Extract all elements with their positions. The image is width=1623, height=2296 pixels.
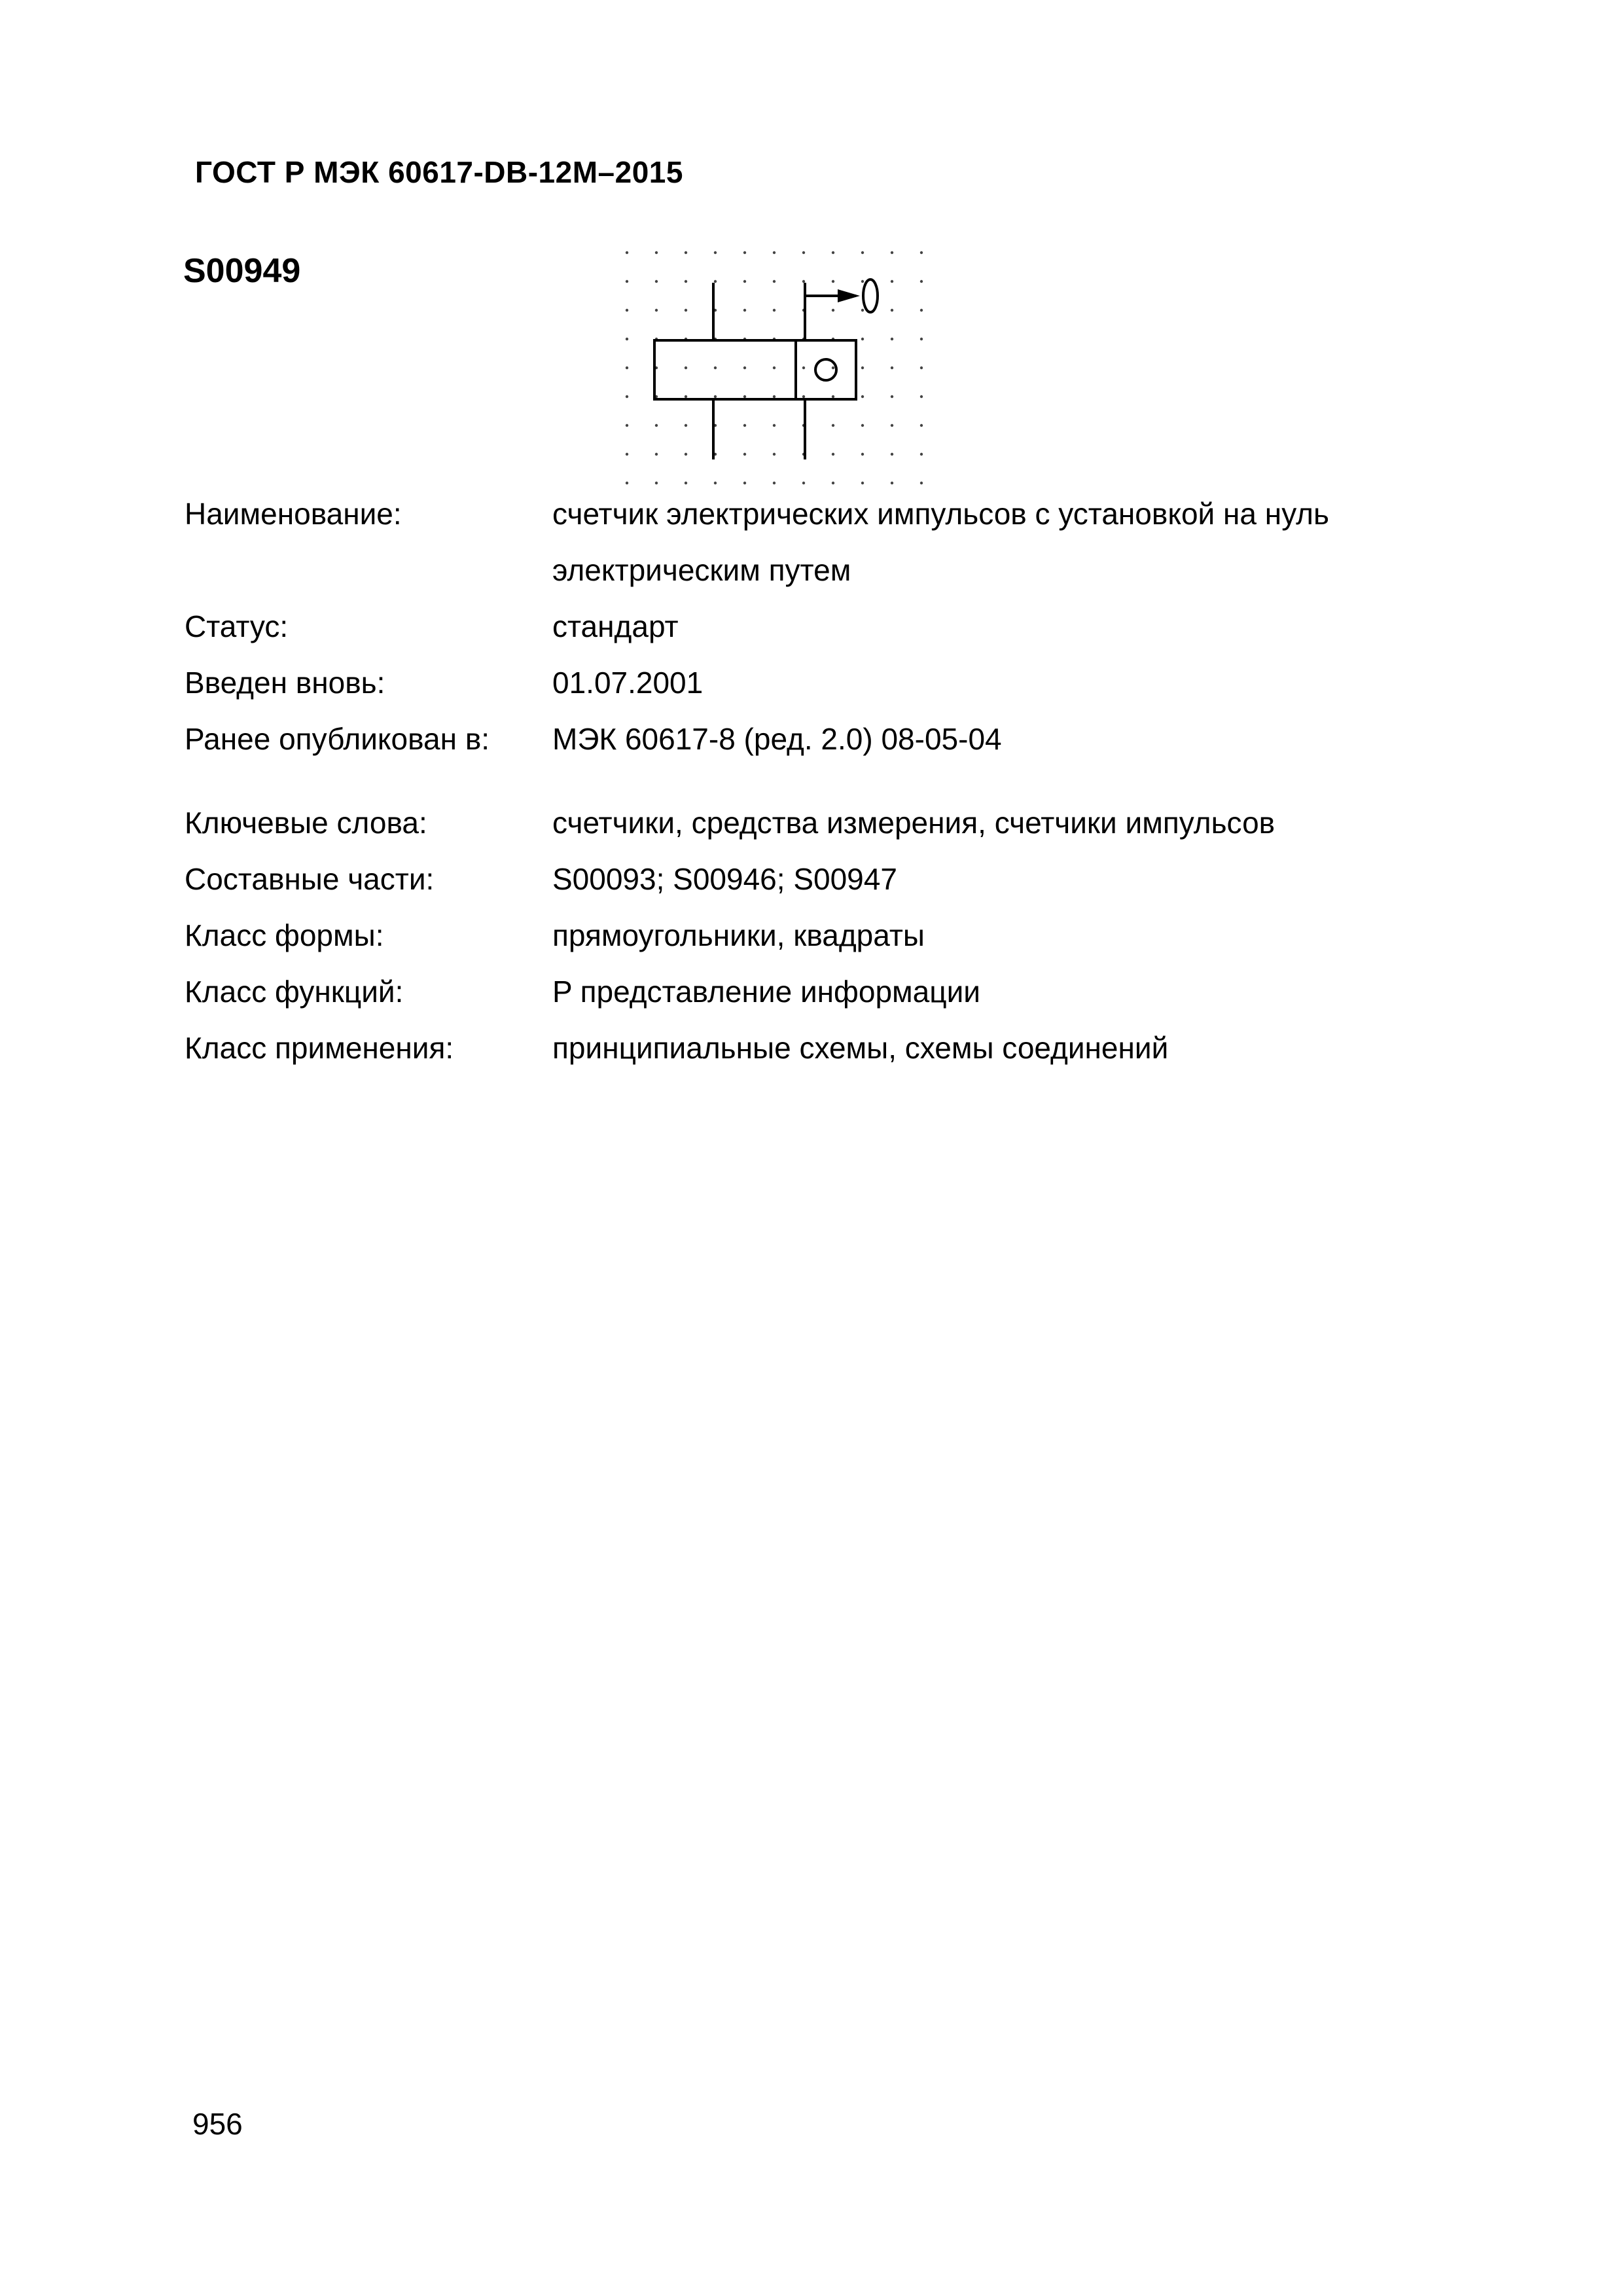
grid-dot: [714, 367, 717, 369]
grid-dot: [920, 251, 923, 254]
grid-dot: [655, 482, 658, 484]
attribute-value: 01.07.2001: [552, 666, 704, 700]
grid-dot: [743, 395, 746, 398]
grid-dot: [743, 309, 746, 312]
grid-dot: [920, 453, 923, 456]
grid-dot: [861, 338, 864, 340]
symbol-code: S00949: [183, 252, 301, 290]
attribute-row-published: [185, 723, 1480, 779]
grid-dot: [920, 424, 923, 427]
grid-dot: [891, 482, 893, 484]
arrow-head: [838, 289, 860, 302]
grid-dot: [743, 251, 746, 254]
grid-dot: [626, 424, 628, 427]
grid-dot: [685, 395, 687, 398]
attribute-label: Класс формы:: [185, 918, 384, 952]
grid-dot: [891, 338, 893, 340]
grid-dot: [861, 280, 864, 283]
grid-dot: [773, 280, 776, 283]
grid-dot: [743, 482, 746, 484]
grid-dot: [861, 453, 864, 456]
grid-dot: [832, 251, 834, 254]
grid-dot: [685, 251, 687, 254]
attribute-value: прямоугольники, квадраты: [552, 918, 925, 952]
attribute-label: Составные части:: [185, 862, 435, 896]
grid-dot: [920, 482, 923, 484]
grid-dot: [743, 280, 746, 283]
attribute-label: Ключевые слова:: [185, 806, 427, 840]
counter-body-rectangle: [654, 340, 796, 399]
grid-dot: [626, 338, 628, 340]
grid-dot: [861, 367, 864, 369]
grid-dot: [920, 367, 923, 369]
grid-dot: [773, 395, 776, 398]
grid-dot: [832, 280, 834, 283]
grid-dot: [655, 424, 658, 427]
pulse-counter-symbol-figure: [622, 243, 936, 499]
grid-dot: [626, 367, 628, 369]
grid-dot: [773, 251, 776, 254]
grid-dot: [832, 309, 834, 312]
attribute-value: принципиальные схемы, схемы соединений: [552, 1031, 1169, 1065]
attribute-label: Класс функций:: [185, 975, 404, 1009]
grid-dot: [861, 424, 864, 427]
grid-dot: [802, 251, 805, 254]
grid-dot: [920, 280, 923, 283]
grid-dot: [655, 309, 658, 312]
grid-dot: [714, 395, 717, 398]
grid-dot: [626, 251, 628, 254]
reset-square: [796, 340, 856, 399]
grid-dot: [891, 309, 893, 312]
grid-dot: [802, 280, 805, 283]
grid-dot: [626, 395, 628, 398]
grid-dot: [861, 395, 864, 398]
grid-dot: [832, 424, 834, 427]
grid-dot: [685, 453, 687, 456]
attribute-value: счетчик электрических импульсов с установкой на нуль электрическим путем: [552, 497, 1329, 587]
attribute-label: Введен вновь:: [185, 666, 385, 700]
grid-dot: [920, 309, 923, 312]
grid-dot: [714, 280, 717, 283]
attribute-value: S00093; S00946; S00947: [552, 862, 897, 896]
attribute-value: МЭК 60617-8 (ред. 2.0) 08-05-04: [552, 722, 1002, 756]
attribute-value: стандарт: [552, 609, 679, 643]
grid-dot: [773, 453, 776, 456]
grid-dot: [832, 367, 834, 369]
grid-dot: [861, 309, 864, 312]
grid-dot: [891, 251, 893, 254]
attribute-row-application-class: [185, 1031, 1480, 1088]
grid-dot: [685, 482, 687, 484]
grid-dot: [832, 453, 834, 456]
grid-dot: [920, 395, 923, 398]
attribute-label: Статус:: [185, 609, 289, 643]
grid-dot: [891, 280, 893, 283]
grid-dot: [773, 309, 776, 312]
grid-dot: [626, 453, 628, 456]
grid-dot: [832, 395, 834, 398]
grid-dot: [743, 367, 746, 369]
grid-dot: [802, 482, 805, 484]
grid-dot: [861, 251, 864, 254]
grid-dot: [685, 280, 687, 283]
grid-dot: [832, 482, 834, 484]
grid-dot: [714, 482, 717, 484]
grid-dot: [626, 280, 628, 283]
grid-dot: [891, 424, 893, 427]
grid-dot: [802, 367, 805, 369]
attribute-value: счетчики, средства измерения, счетчики импульсов: [552, 806, 1275, 840]
attribute-value: P представление информации: [552, 975, 980, 1009]
grid-dot: [891, 395, 893, 398]
grid-dots: [626, 251, 923, 484]
grid-dot: [626, 482, 628, 484]
grid-dot: [802, 395, 805, 398]
grid-dot: [655, 251, 658, 254]
grid-dot: [920, 338, 923, 340]
grid-dot: [891, 367, 893, 369]
attribute-table: [185, 497, 1480, 1088]
reset-circle: [815, 359, 836, 380]
grid-dot: [891, 453, 893, 456]
grid-dot: [773, 482, 776, 484]
grid-dot: [773, 367, 776, 369]
grid-dot: [714, 251, 717, 254]
grid-dot: [743, 453, 746, 456]
grid-dot: [655, 280, 658, 283]
document-header-title: ГОСТ Р МЭК 60617-DB-12M–2015: [195, 155, 683, 189]
grid-dot: [655, 453, 658, 456]
grid-dot: [743, 424, 746, 427]
attribute-row-name: [185, 497, 1480, 610]
attribute-label: Класс применения:: [185, 1031, 454, 1065]
grid-dot: [626, 309, 628, 312]
zero-symbol: [863, 279, 878, 312]
grid-dot: [685, 424, 687, 427]
grid-dot: [861, 482, 864, 484]
grid-dot: [685, 309, 687, 312]
attribute-label: Наименование:: [185, 497, 402, 531]
attribute-label: Ранее опубликован в:: [185, 722, 490, 756]
grid-dot: [773, 424, 776, 427]
grid-dot: [685, 367, 687, 369]
page-number: 956: [192, 2107, 243, 2141]
